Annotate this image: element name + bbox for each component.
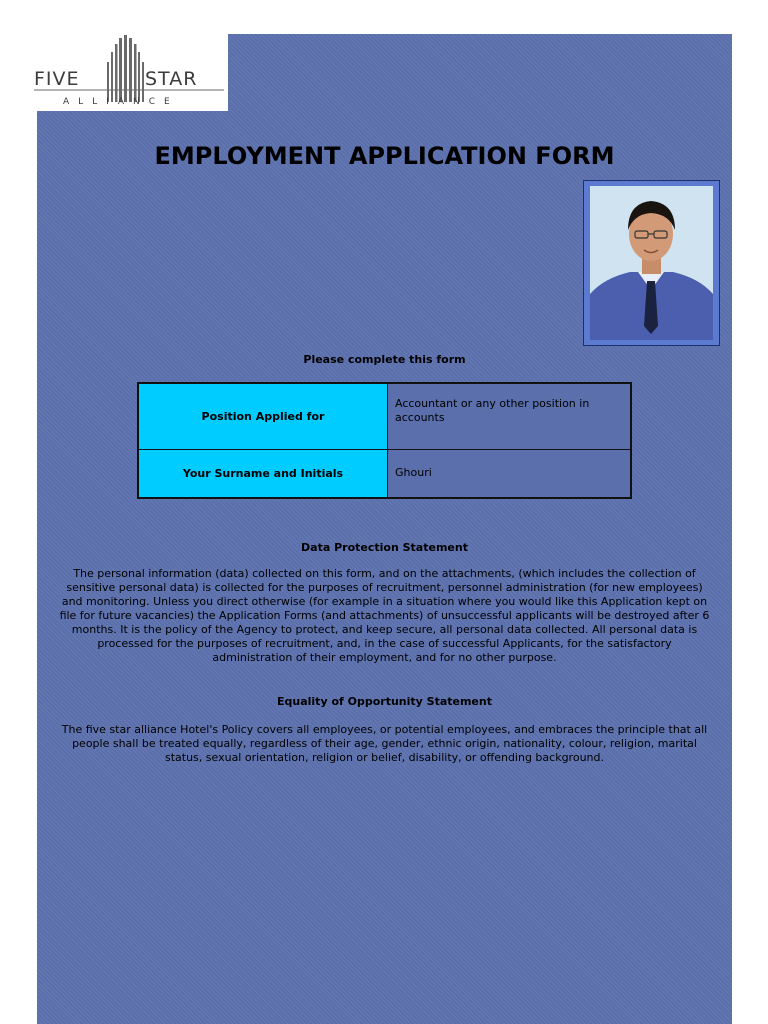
position-field[interactable]: Accountant or any other position in accounts (388, 383, 632, 449)
page-title: EMPLOYMENT APPLICATION FORM (154, 142, 615, 170)
text-line: sensitive personal data) is collected for the purposes of recruitment, personnel administration (for new employees) (66, 581, 703, 594)
table-row (138, 449, 631, 498)
text-line: The five star alliance Hotel's Policy covers all employees, or potential employees, and embraces the principle that all (61, 723, 708, 736)
surname-field[interactable]: Ghouri (388, 449, 632, 498)
logo-word-star: STAR (145, 68, 198, 90)
text-line: administration of their employment, and for no other purpose. (212, 651, 557, 664)
equality-text (37, 723, 732, 765)
complete-form-prompt: Please complete this form (303, 353, 466, 366)
applicant-photo (583, 180, 720, 346)
five-star-alliance-logo (30, 34, 228, 111)
text-line: file for future vacancies) the Application Forms (and attachments) of unsuccessful applicants will be destroyed after 6 (59, 609, 710, 622)
logo-word-five: FIVE (34, 68, 80, 90)
text-line: status, sexual orientation, religion or belief, disability, or offending background. (164, 751, 604, 764)
applicant-photo-icon (590, 186, 713, 340)
table-row (138, 383, 631, 449)
data-protection-heading: Data Protection Statement (301, 541, 468, 554)
logo-subtitle: ALLIANCE (63, 97, 179, 107)
text-line: months. It is the policy of the Agency to protect, and keep secure, all personal data collected. All personal data is (71, 623, 698, 636)
data-protection-text (37, 567, 732, 665)
text-line: processed for the purposes of recruitment, and, in the case of successful Applicants, for the satisfactory (97, 637, 672, 650)
text-line: The personal information (data) collected on this form, and on the attachments, (which includes the collection of (73, 567, 696, 580)
equality-heading: Equality of Opportunity Statement (277, 695, 492, 708)
text-line: people shall be treated equally, regardless of their age, gender, ethnic origin, nationality, colour, religion, marital (72, 737, 697, 750)
text-line: and monitoring. Unless you direct otherwise (for example in a situation where you would like this Application kept on (61, 595, 708, 608)
position-label: Position Applied for (138, 383, 388, 449)
surname-label: Your Surname and Initials (138, 449, 388, 498)
application-details-table (137, 382, 632, 499)
